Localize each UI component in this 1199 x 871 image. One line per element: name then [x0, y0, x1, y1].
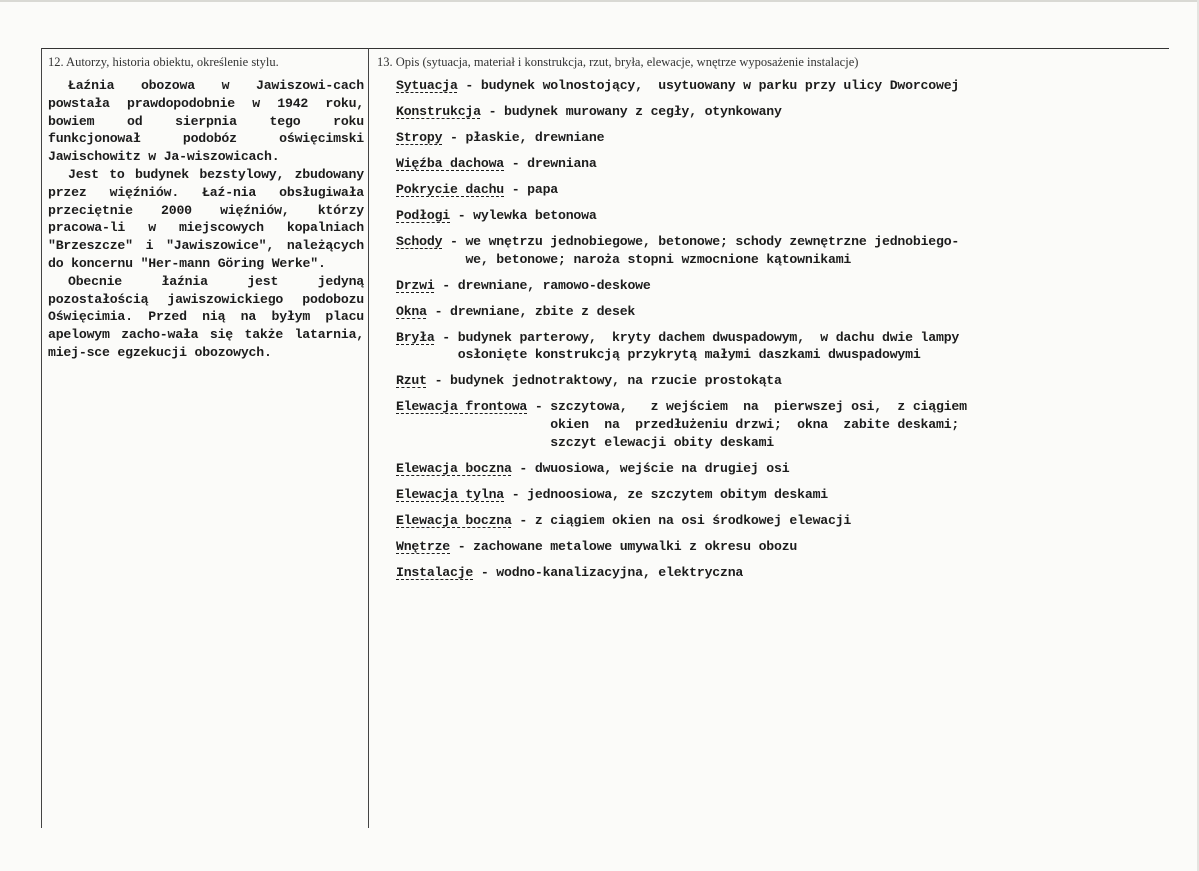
entry-description-line: budynek parterowy, kryty dachem dwuspadowym, w dachu dwie lampy — [457, 329, 960, 345]
entry-term: Elewacja boczna — [396, 512, 512, 528]
description-entry — [396, 486, 1160, 504]
description-entry — [396, 329, 1160, 365]
entry-description — [527, 155, 1160, 173]
entry-description — [527, 486, 1160, 504]
entry-dash: - — [457, 78, 481, 93]
entry-description-line: jednoosiowa, ze szczytem obitym deskami — [527, 486, 828, 502]
description-entry — [396, 207, 1160, 225]
entry-description — [496, 564, 1160, 582]
entry-description-line: dwuosiowa, wejście na drugiej osi — [534, 461, 790, 476]
entry-description — [450, 303, 1160, 321]
entry-term: Sytuacja — [396, 78, 458, 93]
entry-dash: - — [527, 399, 551, 415]
entry-description-line: papa — [527, 181, 559, 197]
entry-dash: - — [442, 233, 466, 249]
entry-dash: - — [504, 155, 528, 171]
entry-description — [535, 460, 1160, 478]
entry-term: Podłogi — [396, 207, 450, 223]
description-entry — [396, 155, 1160, 173]
entry-term: Więźba dachowa — [396, 155, 504, 171]
entry-term: Bryła — [396, 329, 435, 345]
entry-dash: - — [511, 461, 535, 476]
entry-description-line: szczyt elewacji obity deskami — [550, 435, 774, 451]
entry-description-line: we, betonowe; naroża stopni wzmocnione kątownikami — [465, 251, 852, 267]
description-entry — [396, 303, 1160, 321]
entry-description — [473, 207, 1160, 225]
description-entry — [396, 564, 1160, 582]
entry-term: Konstrukcja — [396, 103, 481, 119]
history-paragraph: Jest to budynek bezstylowy, zbudowany przez więźniów. Łaź-nia obsługiwała przeciętnie 2000 więźniów, którzy pracowa-li w miejscowych kopalniach "Brzeszcze" i "Jawiszowice", należących do koncernu "Her-mann Göring Werke". — [48, 166, 364, 271]
form-border-left — [41, 48, 42, 828]
entry-description — [450, 372, 1160, 390]
entry-description — [527, 181, 1160, 199]
entry-term: Elewacja tylna — [396, 486, 504, 502]
entry-term: Stropy — [396, 129, 443, 145]
form-divider-vertical — [368, 48, 369, 828]
entry-dash: - — [511, 512, 535, 528]
history-section — [48, 77, 364, 362]
entry-description — [473, 538, 1160, 556]
entry-description-line: budynek murowany z cegły, otynkowany — [504, 103, 782, 119]
entry-description-line: we wnętrzu jednobiegowe, betonowe; schody zewnętrzne jednobiego- — [465, 233, 960, 249]
entry-dash: - — [442, 129, 466, 145]
entry-description-line: drewniana — [527, 155, 597, 171]
entry-description — [465, 129, 1160, 147]
entry-term: Okna — [396, 303, 427, 319]
description-entry — [396, 233, 1160, 269]
entry-description-line: okien na przedłużeniu drzwi; okna zabite deskami; — [550, 417, 960, 433]
entry-description — [458, 329, 1160, 365]
entry-dash: - — [450, 538, 474, 554]
history-paragraph: Łaźnia obozowa w Jawiszowi-cach powstała prawdopodobnie w 1942 roku, bowiem od sierpnia tego roku funkcjonował podobóz oświęcimski Jawischowitz w Ja-wiszowicach. — [48, 78, 364, 165]
entry-description — [465, 233, 1160, 269]
entry-description — [481, 77, 1160, 95]
description-entry — [396, 129, 1160, 147]
entry-dash: - — [434, 329, 458, 345]
description-section — [396, 77, 1160, 590]
description-entry — [396, 103, 1160, 121]
entry-dash: - — [426, 373, 451, 389]
entry-dash: - — [504, 181, 528, 197]
entry-term: Wnętrze — [396, 538, 450, 554]
entry-dash: - — [504, 486, 528, 502]
description-entry — [396, 372, 1160, 390]
entry-dash: - — [473, 564, 497, 580]
entry-description — [550, 398, 1160, 451]
entry-term: Schody — [396, 233, 443, 249]
entry-dash: - — [480, 103, 505, 119]
entry-term: Instalacje — [396, 564, 474, 580]
entry-term: Drzwi — [396, 277, 435, 293]
form-divider-horizontal — [41, 48, 1169, 49]
description-entry — [396, 181, 1160, 199]
entry-description-line: drewniane, ramowo-deskowe — [457, 277, 651, 293]
description-entry — [396, 277, 1160, 295]
entry-description-line: płaskie, drewniane — [465, 129, 605, 145]
description-entry — [396, 398, 1160, 451]
entry-description-line: zachowane metalowe umywalki z okresu obozu — [473, 538, 798, 554]
section-12-header: 12. Autorzy, historia obiektu, określenie stylu. — [48, 55, 279, 69]
history-paragraph: Obecnie łaźnia jest jedyną pozostałością jawiszowickiego podobozu Oświęcimia. Przed nią na byłym placu apelowym zacho-wała się także latarnia, miej-sce egzekucji obozowych. — [48, 273, 364, 360]
entry-description-line: drewniane, zbite z desek — [450, 303, 636, 319]
description-entry — [396, 460, 1160, 478]
entry-term: Elewacja frontowa — [396, 399, 528, 415]
entry-dash: - — [426, 303, 451, 319]
entry-description-line: z ciągiem okien na osi środkowej elewacji — [534, 512, 852, 528]
section-13-header: 13. Opis (sytuacja, materiał i konstrukcja, rzut, bryła, elewacje, wnętrze wyposażenie instalacje) — [377, 55, 859, 69]
entry-dash: - — [434, 277, 458, 293]
page-edge — [0, 0, 1199, 2]
entry-term: Pokrycie dachu — [396, 181, 504, 197]
entry-dash: - — [450, 207, 474, 223]
description-entry — [396, 538, 1160, 556]
entry-description — [458, 277, 1160, 295]
entry-term: Elewacja boczna — [396, 461, 512, 476]
entry-description-line: osłonięte konstrukcją przykrytą małymi daszkami dwuspadowymi — [457, 347, 921, 363]
entry-description-line: budynek wolnostojący, usytuowany w parku przy ulicy Dworcowej — [480, 78, 960, 93]
entry-description-line: budynek jednotraktowy, na rzucie prostokąta — [450, 373, 782, 389]
entry-description-line: wodno-kanalizacyjna, elektryczna — [496, 564, 744, 580]
entry-description-line: szczytowa, z wejściem na pierwszej osi, z ciągiem — [550, 399, 967, 415]
entry-term: Rzut — [396, 373, 427, 389]
description-entry — [396, 512, 1160, 530]
entry-description-line: wylewka betonowa — [473, 207, 597, 223]
entry-description — [535, 512, 1160, 530]
description-entry — [396, 77, 1160, 95]
entry-description — [504, 103, 1160, 121]
